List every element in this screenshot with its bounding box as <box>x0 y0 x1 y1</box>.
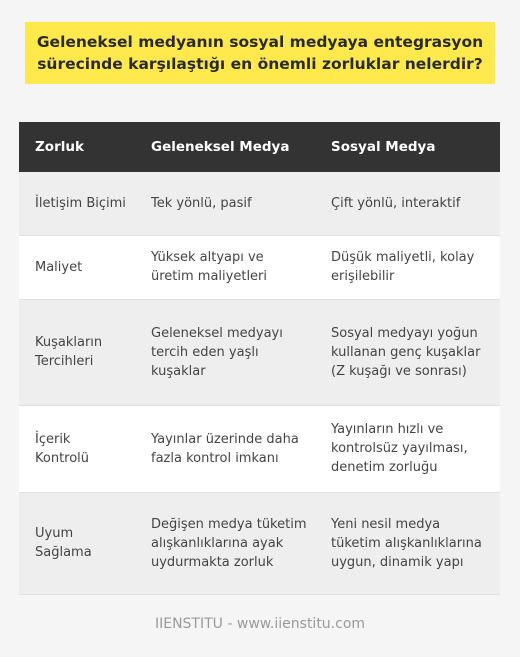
title-banner <box>25 22 495 84</box>
table-cell-traditional: Yayınlar üzerinde daha fazla kontrol imkanı <box>135 405 315 492</box>
column-header-social-media: Sosyal Medya <box>315 122 500 172</box>
table-row <box>19 172 500 235</box>
table-cell-challenge: Maliyet <box>19 235 135 299</box>
page-title: Geleneksel medyanın sosyal medyaya entegrasyon sürecinde karşılaştığı en önemli zorluklar nelerdir? <box>36 33 484 73</box>
table-cell-challenge: İçerik Kontrolü <box>19 405 135 492</box>
table-header-row <box>19 122 500 172</box>
footer-credit: IIENSTITU - www.iienstitu.com <box>154 616 366 632</box>
table-cell-traditional: Değişen medya tüketim alışkanlıklarına ayak uydurmakta zorluk <box>135 492 315 594</box>
table-row <box>19 299 500 405</box>
table-cell-traditional: Tek yönlü, pasif <box>135 172 315 235</box>
column-header-challenge: Zorluk <box>19 122 135 172</box>
table-cell-social: Yayınların hızlı ve kontrolsüz yayılması, denetim zorluğu <box>315 405 500 492</box>
table-cell-social: Çift yönlü, interaktif <box>315 172 500 235</box>
table-cell-challenge: Kuşakların Tercihleri <box>19 299 135 405</box>
challenges-table <box>19 122 500 595</box>
table-cell-social: Yeni nesil medya tüketim alışkanlıklarına uygun, dinamik yapı <box>315 492 500 594</box>
table-cell-traditional: Geleneksel medyayı tercih eden yaşlı kuşaklar <box>135 299 315 405</box>
table-cell-social: Düşük maliyetli, kolay erişilebilir <box>315 235 500 299</box>
column-header-traditional-media: Geleneksel Medya <box>135 122 315 172</box>
table-row <box>19 492 500 594</box>
table-cell-traditional: Yüksek altyapı ve üretim maliyetleri <box>135 235 315 299</box>
table-cell-challenge: İletişim Biçimi <box>19 172 135 235</box>
table-row <box>19 405 500 492</box>
table-cell-challenge: Uyum Sağlama <box>19 492 135 594</box>
table-cell-social: Sosyal medyayı yoğun kullanan genç kuşaklar (Z kuşağı ve sonrası) <box>315 299 500 405</box>
table-row <box>19 235 500 299</box>
